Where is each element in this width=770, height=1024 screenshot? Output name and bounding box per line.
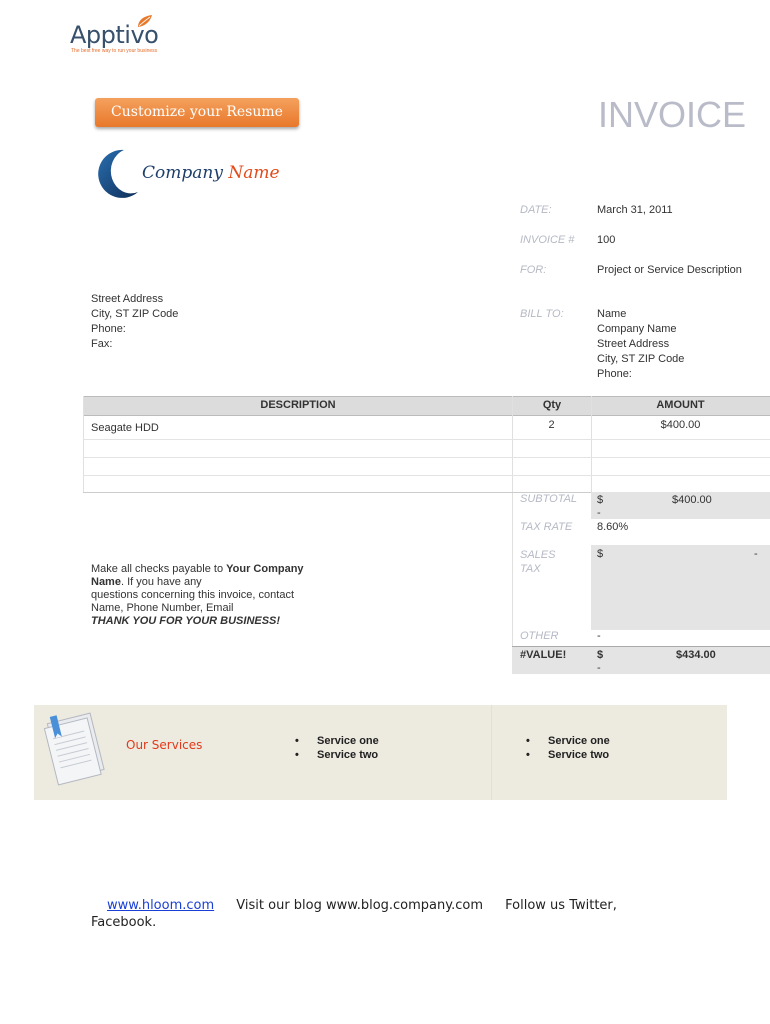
sales-tax-label-line2: TAX — [520, 563, 541, 575]
sender-fax: Fax: — [91, 338, 113, 350]
item-description: Seagate HDD — [91, 422, 159, 434]
crescent-moon-icon — [98, 148, 140, 198]
invoice-number-value: 100 — [597, 234, 616, 246]
subtotal-currency: $ — [597, 494, 604, 506]
brand-name: Apptivo — [70, 21, 159, 49]
description-header: DESCRIPTION — [260, 399, 336, 411]
sender-city: City, ST ZIP Code — [91, 308, 179, 320]
total-currency: $ — [597, 649, 604, 661]
payment-prefix: Make all checks payable to — [91, 563, 227, 575]
company-name-second: Name — [228, 163, 280, 183]
tax-rate-label: TAX RATE — [520, 521, 573, 533]
sales-tax-label — [520, 548, 555, 576]
service-item: • Service one — [317, 734, 379, 748]
date-value: March 31, 2011 — [597, 204, 673, 216]
document-icon — [38, 708, 110, 786]
sender-phone: Phone: — [91, 323, 126, 335]
payment-note — [91, 563, 321, 628]
bill-to-name: Name — [597, 308, 627, 320]
services-title: Our Services — [126, 738, 203, 752]
service-item: • Service two — [548, 748, 610, 762]
blog-text: Visit our blog www.blog.company.com — [236, 898, 483, 913]
total-label: #VALUE! — [520, 649, 567, 661]
apptivo-logo — [70, 14, 170, 56]
customize-resume-button[interactable]: Customize your Resume — [95, 98, 299, 127]
services-list-1 — [317, 734, 379, 762]
sender-address — [91, 292, 178, 352]
item-amount: $400.00 — [660, 419, 701, 431]
amount-header: AMOUNT — [656, 399, 705, 411]
subtotal-dash: - — [597, 507, 601, 519]
bill-to-city: City, ST ZIP Code — [597, 353, 685, 365]
date-label: DATE: — [520, 204, 552, 216]
sales-tax-cell — [591, 545, 770, 630]
payment-line4: Name, Phone Number, Email — [91, 602, 234, 614]
hloom-link[interactable]: www.hloom.com — [107, 898, 215, 913]
sales-tax-currency: $ — [597, 548, 604, 560]
total-dash: - — [597, 662, 601, 674]
bill-to-label: BILL TO: — [520, 308, 564, 320]
payment-line3: questions concerning this invoice, contact — [91, 589, 295, 601]
services-band — [34, 705, 727, 800]
sales-tax-label-line1: SALES — [520, 549, 556, 561]
total-value: $434.00 — [676, 649, 716, 661]
table-header — [83, 396, 770, 416]
qty-header: Qty — [542, 399, 562, 411]
for-value: Project or Service Description — [597, 264, 742, 276]
follow-text: Follow us Twitter, — [505, 898, 617, 913]
subtotal-label: SUBTOTAL — [520, 493, 578, 505]
invoice-title: INVOICE — [598, 94, 747, 135]
company-logo — [98, 148, 278, 198]
payment-company: Your Company Name — [91, 563, 304, 588]
bill-to-company: Company Name — [597, 323, 677, 335]
other-value: - — [597, 630, 601, 642]
bill-to-street: Street Address — [597, 338, 670, 350]
brand-tagline: The best free way to run your business — [71, 48, 158, 54]
sales-tax-value: - — [754, 548, 758, 560]
for-label: FOR: — [520, 264, 547, 276]
bill-to-address — [597, 307, 684, 382]
follow-text-2: Facebook. — [91, 915, 157, 930]
company-name-logo — [142, 163, 280, 183]
services-list-2 — [548, 734, 610, 762]
subtotal-value: $400.00 — [672, 494, 712, 506]
item-qty: 2 — [548, 419, 555, 431]
payment-line2: . If you have any — [120, 576, 202, 588]
bill-to-phone: Phone: — [597, 368, 632, 380]
other-label: OTHER — [520, 630, 559, 642]
thank-you: THANK YOU FOR YOUR BUSINESS! — [91, 615, 281, 627]
footer — [91, 897, 731, 931]
sender-street: Street Address — [91, 293, 164, 305]
company-name-first: Company — [142, 163, 223, 183]
service-item: • Service one — [548, 734, 610, 748]
service-item: • Service two — [317, 748, 379, 762]
tax-rate-value: 8.60% — [597, 521, 629, 533]
invoice-number-label: INVOICE # — [520, 234, 575, 246]
